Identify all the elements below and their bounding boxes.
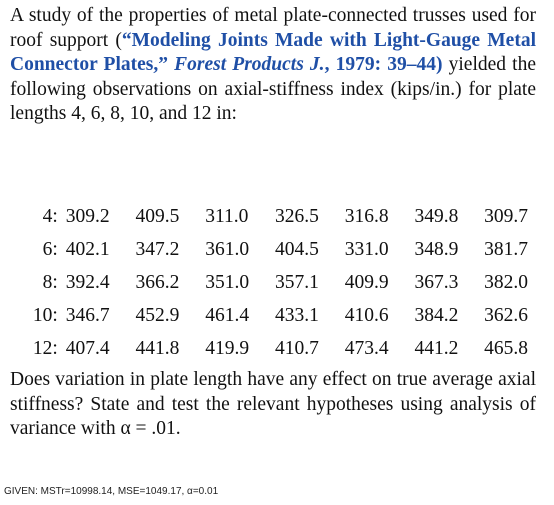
plate-length-label: 8: bbox=[42, 271, 58, 293]
problem-question: Does variation in plate length have any effect on true average axial stiffness? State and test the relevant hypotheses using analysis of variance with α = .01. bbox=[10, 369, 536, 439]
stiffness-value-cell: 461.4 bbox=[205, 304, 250, 326]
stiffness-value-cell: 357.1 bbox=[274, 271, 319, 293]
plate-length-label: 12: bbox=[32, 337, 58, 359]
stiffness-value-cell: 404.5 bbox=[274, 238, 319, 260]
table-row bbox=[10, 332, 554, 365]
stiffness-value-cell: 409.9 bbox=[344, 271, 389, 293]
stiffness-value-cell: 361.0 bbox=[205, 238, 250, 260]
stiffness-value-cell: 309.2 bbox=[65, 205, 110, 227]
stiffness-value-cell: 309.7 bbox=[484, 205, 529, 227]
stiffness-value-cell: 441.2 bbox=[414, 337, 459, 359]
stiffness-value-cell: 316.8 bbox=[344, 205, 389, 227]
table-row bbox=[10, 299, 554, 332]
stiffness-value-cell: 465.8 bbox=[484, 337, 529, 359]
citation-journal: Forest Products J. bbox=[174, 54, 325, 75]
stiffness-value-cell: 347.2 bbox=[135, 238, 180, 260]
problem-intro bbox=[10, 4, 536, 127]
stiffness-value-cell: 331.0 bbox=[344, 238, 389, 260]
plate-length-label: 4: bbox=[42, 205, 58, 227]
citation-details: , 1979: 39–44) bbox=[324, 54, 443, 75]
citation-title: “Modeling Joints Made with Light-Gauge Metal Connector Plates,” bbox=[10, 29, 537, 75]
stiffness-value-cell: 381.7 bbox=[484, 238, 529, 260]
stiffness-value-cell: 382.0 bbox=[484, 271, 529, 293]
stiffness-value-cell: 441.8 bbox=[135, 337, 180, 359]
intro-text-end: yielded the following observations on axial-stiffness index (kips/in.) for plate lengths 4, 6, 8, 10, and 12 in: bbox=[10, 54, 536, 124]
stiffness-value-cell: 473.4 bbox=[344, 337, 389, 359]
stiffness-value-cell: 410.7 bbox=[274, 337, 319, 359]
stiffness-value-cell: 409.5 bbox=[135, 205, 180, 227]
stiffness-value-cell: 452.9 bbox=[135, 304, 180, 326]
stiffness-data-table bbox=[10, 200, 554, 365]
plate-length-label: 6: bbox=[42, 238, 58, 260]
table-row bbox=[10, 266, 554, 299]
stiffness-value-cell: 326.5 bbox=[274, 205, 319, 227]
stiffness-value-cell: 348.9 bbox=[414, 238, 459, 260]
stiffness-value-cell: 419.9 bbox=[205, 337, 250, 359]
stiffness-value-cell: 410.6 bbox=[344, 304, 389, 326]
stiffness-value-cell: 392.4 bbox=[65, 271, 110, 293]
stiffness-value-cell: 362.6 bbox=[484, 304, 529, 326]
stiffness-value-cell: 366.2 bbox=[135, 271, 180, 293]
stiffness-value-cell: 407.4 bbox=[65, 337, 110, 359]
table-row bbox=[10, 200, 554, 233]
stiffness-value-cell: 346.7 bbox=[65, 304, 110, 326]
stiffness-value-cell: 433.1 bbox=[274, 304, 319, 326]
plate-length-label: 10: bbox=[32, 304, 58, 326]
intro-text-start: A study of the properties of metal plate-connected trusses used for roof support ( bbox=[10, 5, 536, 51]
stiffness-value-cell: 351.0 bbox=[205, 271, 250, 293]
stiffness-value-cell: 367.3 bbox=[414, 271, 459, 293]
stiffness-value-cell: 311.0 bbox=[205, 205, 249, 227]
given-values-note: GIVEN: MSTr=10998.14, MSE=1049.17, α=0.01 bbox=[4, 486, 219, 497]
stiffness-value-cell: 384.2 bbox=[414, 304, 459, 326]
table-body bbox=[10, 200, 554, 365]
stiffness-value-cell: 349.8 bbox=[414, 205, 459, 227]
stiffness-value-cell: 402.1 bbox=[65, 238, 110, 260]
table-row bbox=[10, 233, 554, 266]
